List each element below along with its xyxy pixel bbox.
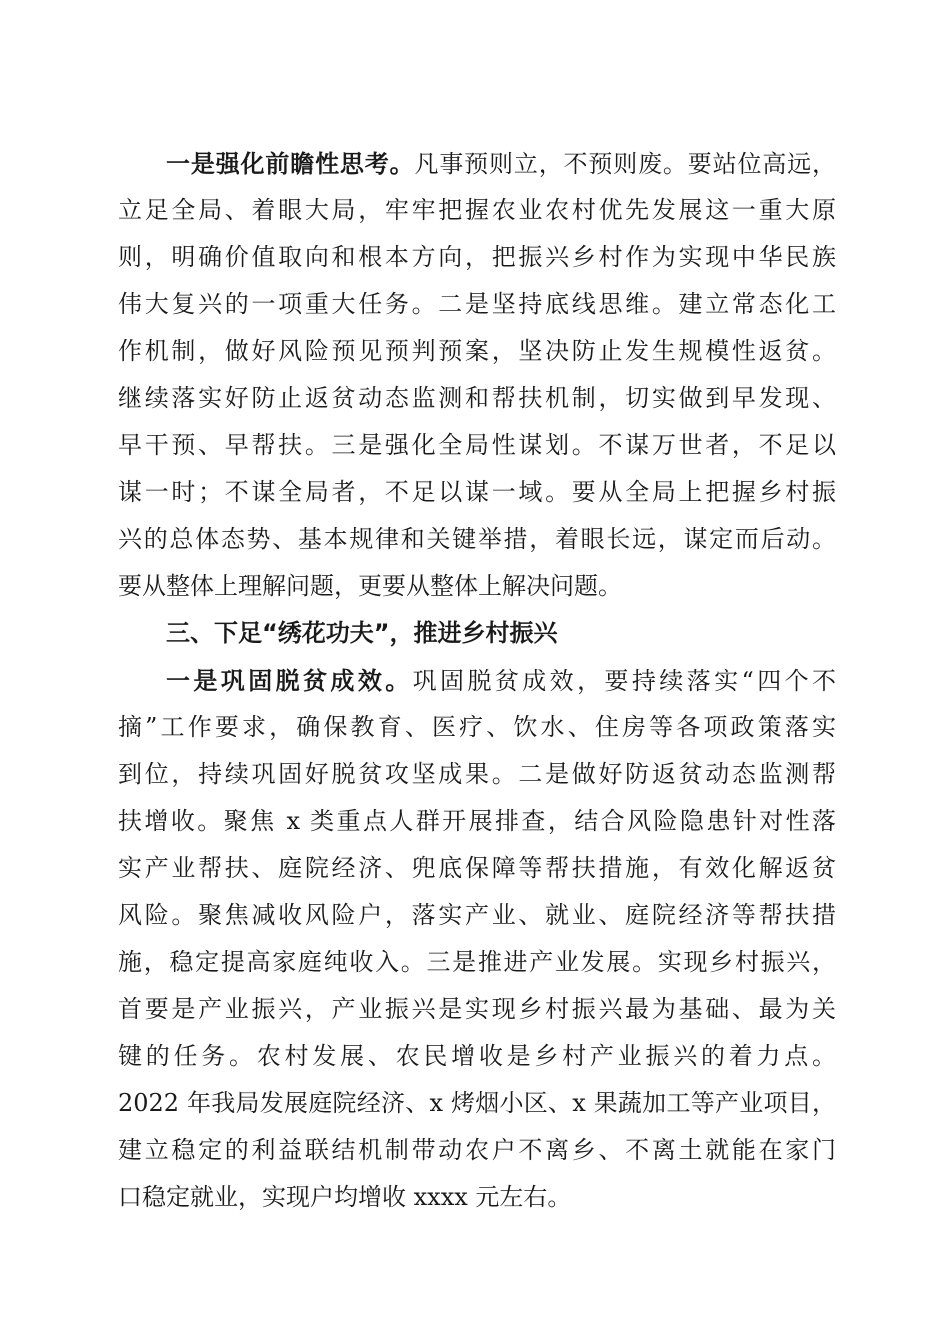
section-heading: 三、下足“绣花功夫”，推进乡村振兴 [166,619,558,647]
paragraph-line: 则，明确价值取向和根本方向，把振兴乡村作为实现中华民族 [118,243,836,271]
paragraph-lead: 一是强化前瞻性思考。 [166,149,415,178]
paragraph-line: 建立稳定的利益联结机制带动农户不离乡、不离土就能在家门 [118,1136,836,1164]
paragraph-line: 首要是产业振兴，产业振兴是实现乡村振兴最为基础、最为关 [118,995,836,1023]
paragraph-text: 巩固脱贫成效，要持续落实“四个不 [412,667,836,695]
paragraph-line: 风险。聚焦减收风险户，落实产业、就业、庭院经济等帮扶措 [118,901,836,929]
paragraph-line: 要从整体上理解问题，更要从整体上解决问题。 [118,572,622,600]
paragraph-line: 伟大复兴的一项重大任务。二是坚持底线思维。建立常态化工 [118,290,836,318]
paragraph-line: 继续落实好防止返贫动态监测和帮扶机制，切实做到早发现、 [118,384,836,412]
paragraph-line [118,140,836,187]
paragraph-line: 施，稳定提高家庭纯收入。三是推进产业发展。实现乡村振兴， [118,948,836,976]
paragraph-line [118,657,836,704]
paragraph-line: 立足全局、着眼大局，牢牢把握农业农村优先发展这一重大原 [118,196,836,224]
paragraph-text: 凡事预则立，不预则废。要站位高远， [414,150,837,178]
paragraph-line: 谋一时；不谋全局者，不足以谋一域。要从全局上把握乡村振 [118,478,836,506]
paragraph-line: 兴的总体态势、基本规律和关键举措，着眼长远，谋定而后动。 [118,525,836,553]
paragraph-line: 到位，持续巩固好脱贫攻坚成果。二是做好防返贫动态监测帮 [118,760,836,788]
paragraph-line: 实产业帮扶、庭院经济、兜底保障等帮扶措施，有效化解返贫 [118,854,836,882]
paragraph-lead: 一是巩固脱贫成效。 [166,666,413,695]
paragraph-line: 口稳定就业，实现户均增收 xxxx 元左右。 [118,1183,572,1211]
paragraph-line: 摘”工作要求，确保教育、医疗、饮水、住房等各项政策落实 [118,713,836,741]
paragraph-line: 扶增收。聚焦 x 类重点人群开展排查，结合风险隐患针对性落 [118,807,836,835]
paragraph-line: 早干预、早帮扶。三是强化全局性谋划。不谋万世者，不足以 [118,431,836,459]
document-body [118,140,836,1221]
paragraph-line: 作机制，做好风险预见预判预案，坚决防止发生规模性返贫。 [118,337,836,365]
paragraph-line: 2022 年我局发展庭院经济、x 烤烟小区、x 果蔬加工等产业项目， [118,1089,836,1117]
paragraph-line: 键的任务。农村发展、农民增收是乡村产业振兴的着力点。 [118,1042,836,1070]
